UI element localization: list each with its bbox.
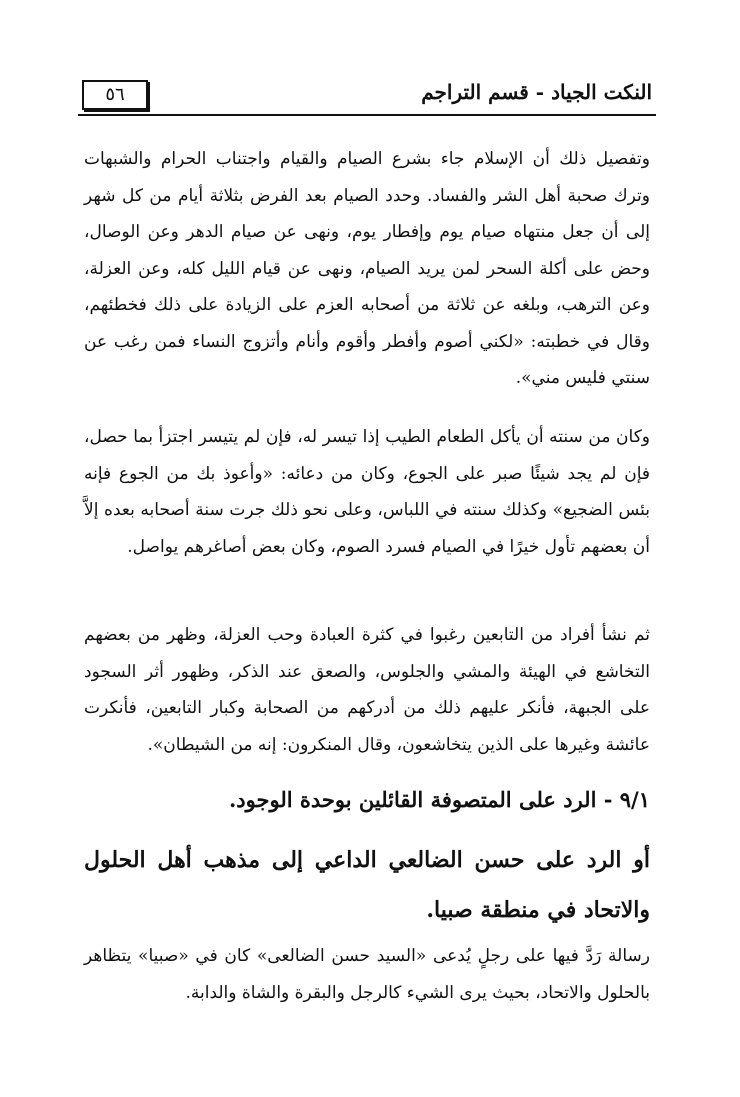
page-header bbox=[78, 76, 656, 118]
paragraph-3: ثم نشأ أفراد من التابعين رغبوا في كثرة العبادة وحب العزلة، وظهر من بعضهم التخاشع في الهيئة والمشي والجلوس، والصعق عند الذكر، وظهور أثر السجود على الجبهة، فأنكر عليهم ذلك من أدركهم من الصحابة وكبار التابعين، فأنكرت عائشة وغيرها على الذين يتخاشعون، وقال المنكرون: إنه من الشيطان». bbox=[84, 625, 650, 755]
running-title: النكت الجياد - قسم التراجم bbox=[421, 80, 652, 104]
header-rule bbox=[78, 114, 656, 116]
paragraph-1: وتفصيل ذلك أن الإسلام جاء بشرع الصيام والقيام واجتناب الحرام والشبهات وترك صحبة أهل الشر والفساد. وحدد الصيام بعد الفرض بثلاثة أيام من كل شهر إلى أن جعل منتهاه صيام يوم وإفطار يوم، ونهى عن صيام الدهر وعن الوصال، وحض على أكلة السحر لمن يريد الصيام، ونهى عن قيام الليل كله، وعن العزلة، وعن الترهب، وبلغه عن ثلاثة من أصحابه العزم على الزيادة على ذلك فخطئهم، وقال في خطبته: «لكني أصوم وأفطر وأقوم وأنام وأتزوج النساء فمن رغب عن سنتي فليس مني». bbox=[84, 149, 650, 388]
section-heading: ٩/١ - الرد على المتصوفة القائلين بوحدة الوجود. bbox=[228, 787, 650, 812]
section-subheading: أو الرد على حسن الضالعي الداعي إلى مذهب أهل الحلول والاتحاد في منطقة صبيا. bbox=[84, 847, 650, 923]
page-number: ٥٦ bbox=[82, 80, 148, 110]
paragraph-4: رسالة رَدَّ فيها على رجلٍ يُدعى «السيد حسن الضالعى» كان في «صبيا» يتظاهر بالحلول والاتحاد، بحيث يرى الشيء كالرجل والبقرة والشاة والدابة. bbox=[84, 946, 650, 1003]
paragraph-2: وكان من سنته أن يأكل الطعام الطيب إذا تيسر له، فإن لم يتيسر اجتزأ بما حصل، فإن لم يجد شيئًا صبر على الجوع، وكان من دعائه: «وأعوذ بك من الجوع فإنه بئس الضجيع» وكذلك سنته في اللباس، وعلى نحو ذلك جرت سنة أصحابه بعده إلاَّ أن بعضهم تأول خيرًا في الصيام فسرد الصوم، وكان بعض أصاغرهم يواصل. bbox=[84, 427, 650, 557]
